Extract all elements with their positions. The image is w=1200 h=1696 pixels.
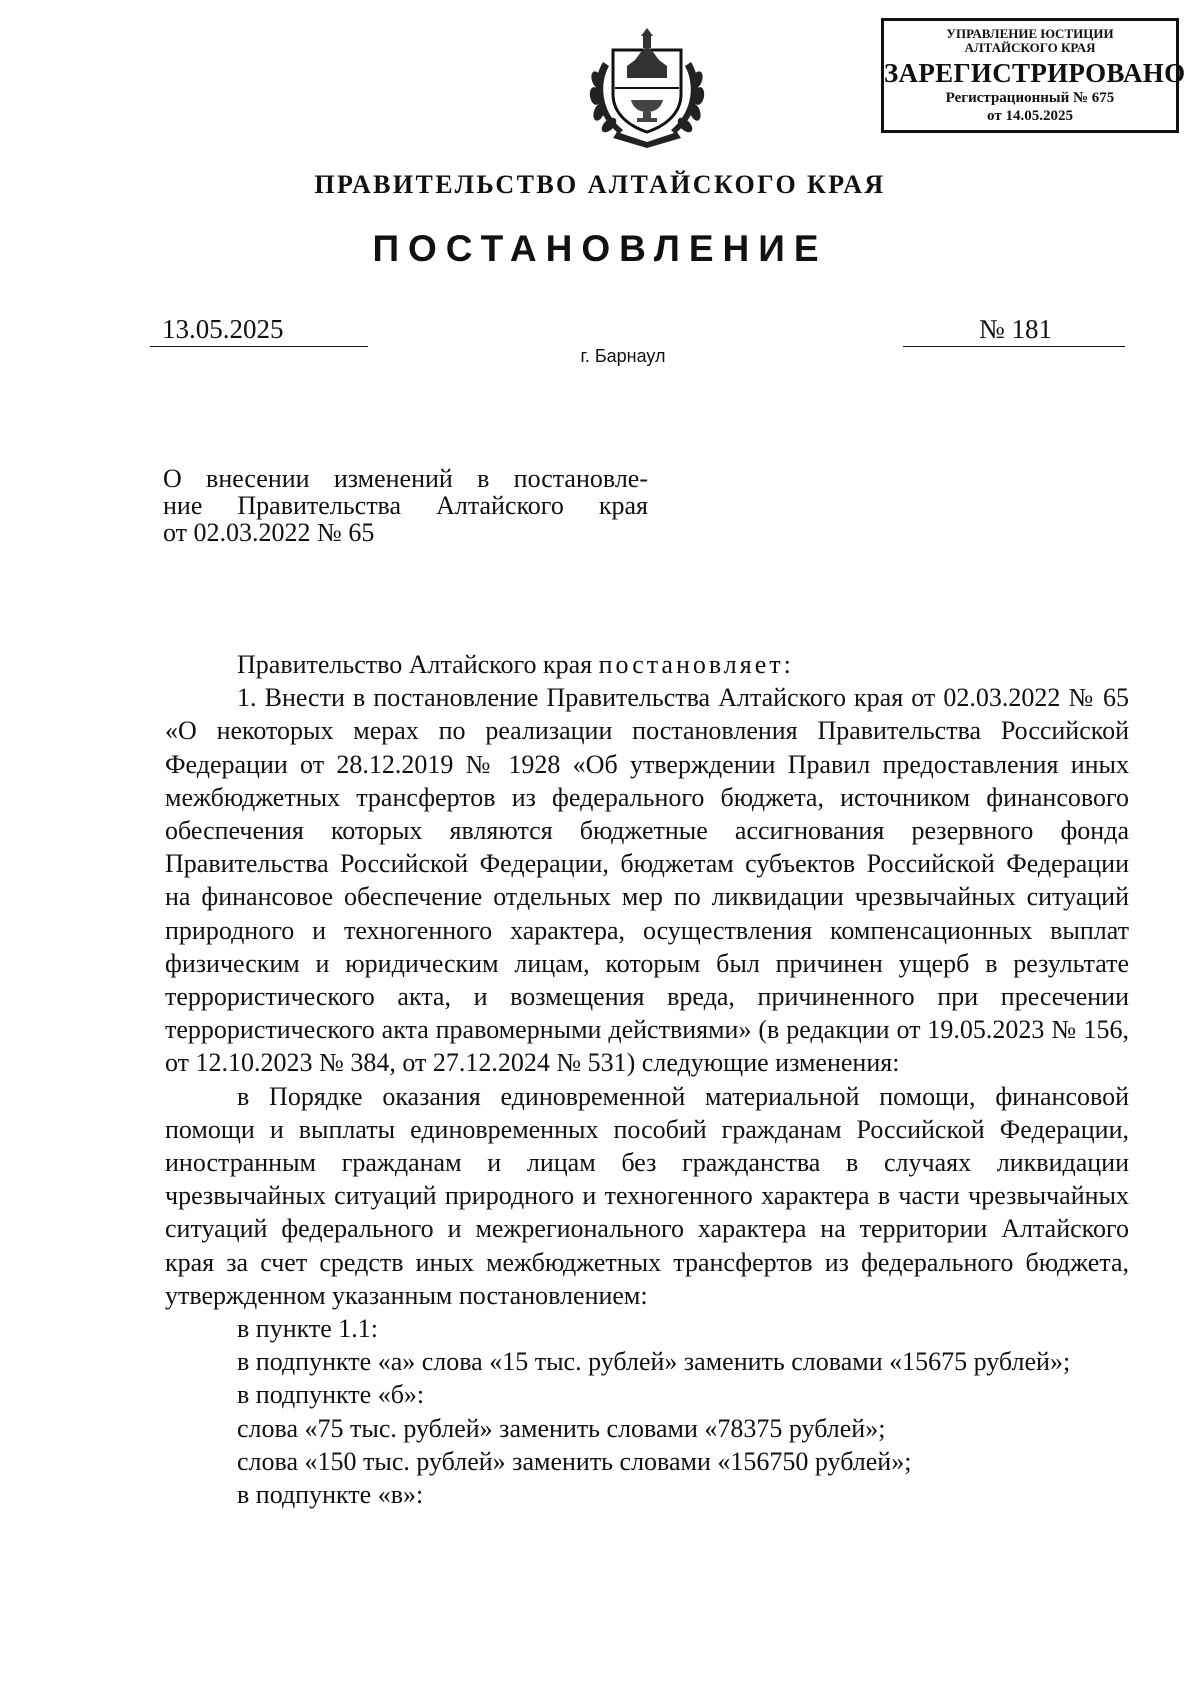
subject-line-2: ние Правительства Алтайского края <box>163 491 648 520</box>
preamble <box>165 648 1129 681</box>
paragraph-6: слова «75 тыс. рублей» заменить словами «78375 рублей»; <box>237 1413 886 1443</box>
preamble-verb: постановляет: <box>598 650 794 679</box>
paragraph-3: в пункте 1.1: <box>237 1314 379 1344</box>
government-title: ПРАВИТЕЛЬСТВО АЛТАЙСКОГО КРАЯ <box>314 170 886 199</box>
document-subject <box>163 465 648 546</box>
document-city: г. Барнаул <box>580 346 666 366</box>
document-date: 13.05.2025 <box>150 312 368 347</box>
document-body <box>165 648 1129 1511</box>
registration-stamp <box>881 18 1186 133</box>
stamp-status: ЗАРЕГИСТРИРОВАНО <box>884 58 1186 88</box>
subject-line-1: О внесении изменений в постановле- <box>163 464 648 493</box>
paragraph-7: слова «150 тыс. рублей» заменить словами «156750 рублей»; <box>237 1446 912 1476</box>
stamp-organization <box>884 27 1176 55</box>
document-type: ПОСТАНОВЛЕНИЕ <box>372 228 828 269</box>
paragraph-4: в подпункте «а» слова «15 тыс. рублей» заменить словами «15675 рублей»; <box>237 1347 1071 1377</box>
paragraph-2: в Порядке оказания единовременной материальной помощи, финансовой помощи и выплаты единовременных пособий гражданам Российской Федерации, иностранным гражданам и лицам без гражданства в случаях ликвидации чрезвычайных ситуаций природного и техногенного характера в части чрезвычайных ситуаций федерального и межрегионального характера на территории Алтайского края за счет средств иных межбюджетных трансфертов из федерального бюджета, утвержденном указанным постановлением: <box>165 1081 1129 1310</box>
preamble-text: Правительство Алтайского края <box>237 650 599 679</box>
paragraph-1: 1. Внести в постановление Правительства Алтайского края от 02.03.2022 № 65 «О некоторых мерах по реализации постановления Правительства Российской Федерации от 28.12.2019 № 1928 «Об утверждении Правил предоставления иных межбюджетных трансфертов из федерального бюджета, источником финансового обеспечения которых являются бюджетные ассигнования резервного фонда Правительства Российской Федерации, бюджетам субъектов Российской Федерации на финансовое обеспечение отдельных мер по ликвидации чрезвычайных ситуаций природного и техногенного характера, осуществления компенсационных выплат физическим и юридическим лицам, которым был причинен ущерб в результате террористического акта, и возмещения вреда, причиненного при пресечении террористического акта правомерными действиями» (в редакции от 19.05.2023 № 156, от 12.10.2023 № 384, от 27.12.2024 № 531) следующие изменения: <box>165 683 1129 1078</box>
paragraph-5: в подпункте «б»: <box>237 1380 425 1410</box>
altai-krai-coat-of-arms-icon <box>583 22 711 148</box>
paragraph-8: в подпункте «в»: <box>237 1480 424 1510</box>
stamp-org-line2: АЛТАЙСКОГО КРАЯ <box>964 40 1096 55</box>
stamp-reg-date: от 14.05.2025 <box>987 108 1073 124</box>
stamp-org-line1: УПРАВЛЕНИЕ ЮСТИЦИИ <box>946 26 1114 41</box>
document-number: № 181 <box>903 312 1125 347</box>
subject-line-3: от 02.03.2022 № 65 <box>163 518 375 547</box>
stamp-reg-number: Регистрационный № 675 <box>945 90 1115 106</box>
